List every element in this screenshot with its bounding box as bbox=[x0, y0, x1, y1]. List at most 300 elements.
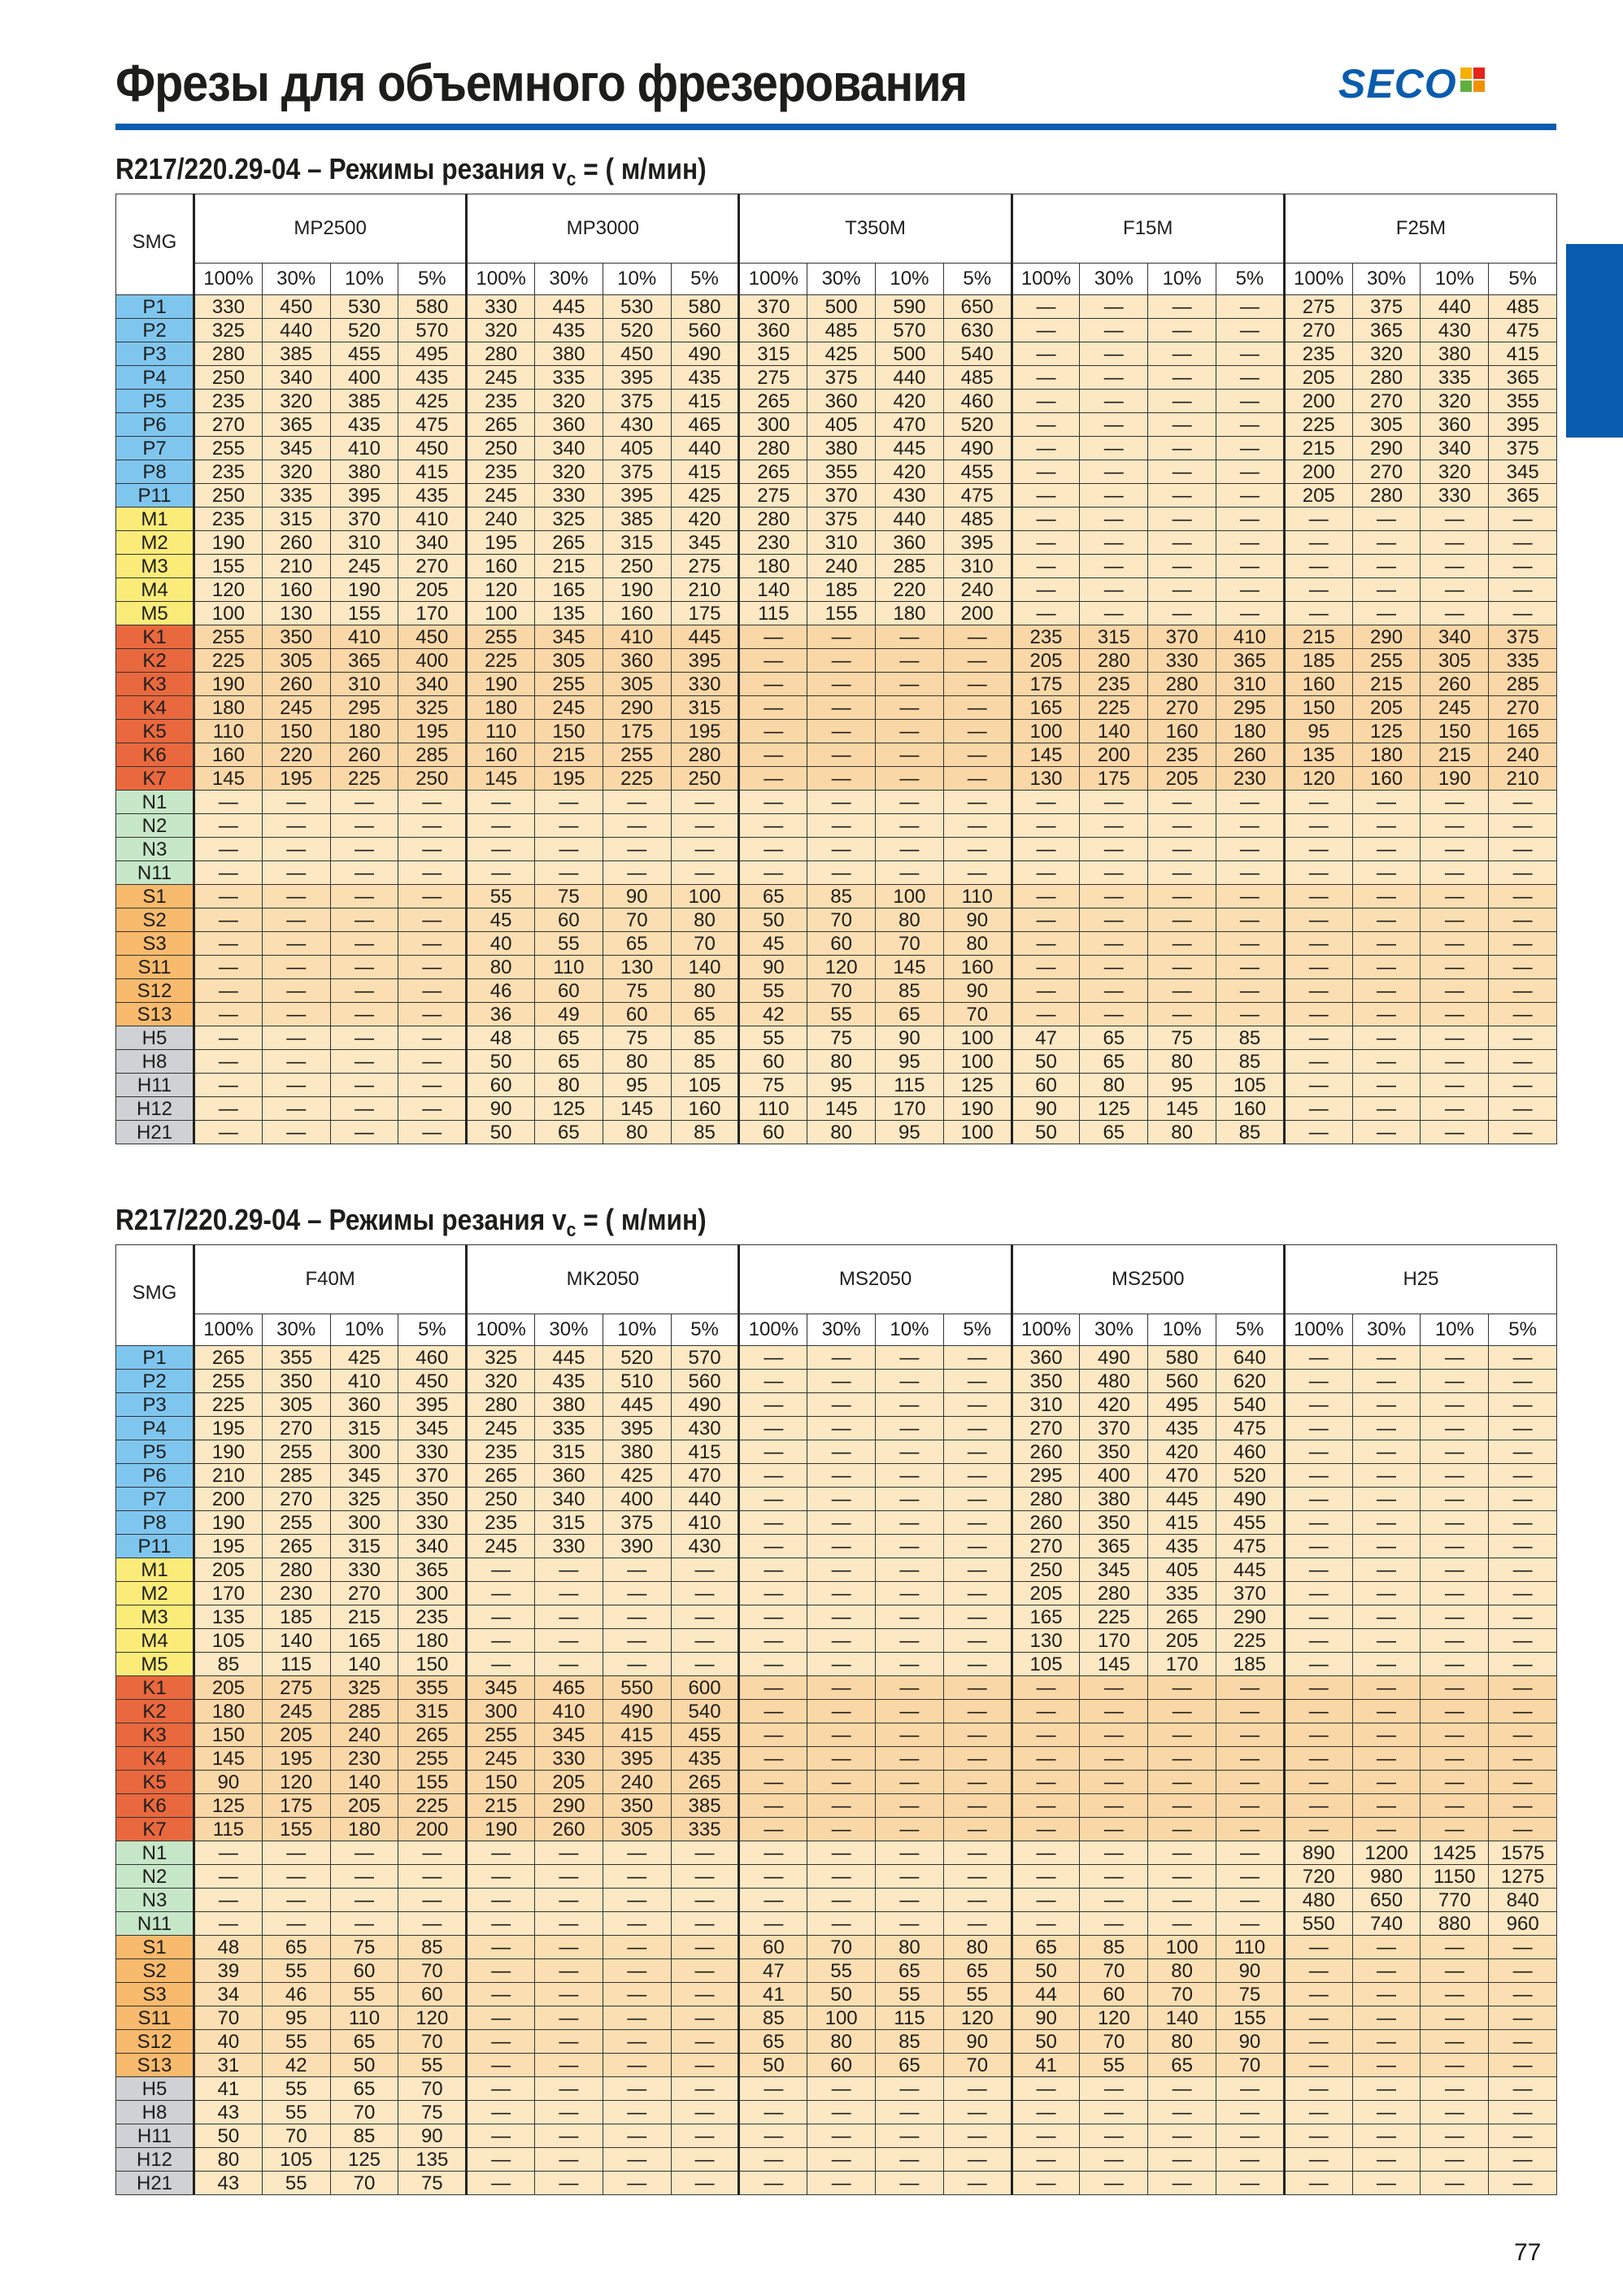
value-cell: — bbox=[1080, 531, 1148, 555]
value-cell: 340 bbox=[398, 531, 467, 555]
value-cell: — bbox=[1284, 1440, 1352, 1464]
value-cell: — bbox=[535, 861, 603, 885]
value-cell: 235 bbox=[1148, 743, 1216, 767]
table-row bbox=[116, 437, 1557, 460]
value-cell: — bbox=[1352, 1511, 1421, 1535]
value-cell: 65 bbox=[876, 1003, 944, 1026]
value-cell: 255 bbox=[194, 1370, 263, 1393]
value-cell: — bbox=[1012, 885, 1080, 908]
value-cell: — bbox=[1489, 2101, 1557, 2124]
table-row bbox=[116, 1865, 1557, 1889]
value-cell: — bbox=[943, 2172, 1012, 2195]
value-cell: 115 bbox=[739, 602, 807, 625]
value-cell: — bbox=[739, 720, 807, 743]
value-cell: 420 bbox=[876, 390, 944, 413]
table-row bbox=[116, 390, 1557, 413]
value-cell: 510 bbox=[603, 1370, 671, 1393]
value-cell: — bbox=[1012, 1889, 1080, 1912]
value-cell: — bbox=[807, 1912, 876, 1936]
value-cell: 570 bbox=[671, 1346, 739, 1370]
value-cell: 265 bbox=[467, 413, 535, 437]
value-cell: — bbox=[876, 1393, 944, 1417]
value-cell: — bbox=[876, 1794, 944, 1818]
value-cell: 235 bbox=[467, 460, 535, 484]
value-cell: 345 bbox=[330, 1464, 398, 1488]
value-cell: — bbox=[671, 1841, 739, 1865]
value-cell: — bbox=[1216, 814, 1285, 838]
value-cell: 280 bbox=[1012, 1488, 1080, 1511]
value-cell: 60 bbox=[330, 1959, 398, 1983]
value-cell: — bbox=[398, 838, 467, 861]
value-cell: 455 bbox=[943, 460, 1012, 484]
value-cell: 300 bbox=[330, 1511, 398, 1535]
table-row bbox=[116, 319, 1557, 342]
value-cell: — bbox=[1352, 2006, 1421, 2030]
value-cell: — bbox=[1148, 2172, 1216, 2195]
table-row bbox=[116, 1629, 1557, 1653]
value-cell: — bbox=[1216, 1723, 1285, 1747]
table-row bbox=[116, 2054, 1557, 2077]
value-cell: — bbox=[739, 1794, 807, 1818]
value-cell: 415 bbox=[671, 390, 739, 413]
value-cell: — bbox=[1012, 1676, 1080, 1700]
value-cell: — bbox=[398, 1097, 467, 1121]
value-cell: 435 bbox=[1148, 1417, 1216, 1440]
value-cell: — bbox=[739, 696, 807, 720]
value-cell: 255 bbox=[1352, 649, 1421, 673]
value-cell: 160 bbox=[1352, 767, 1421, 791]
table-row bbox=[116, 1050, 1557, 1074]
value-cell: 225 bbox=[1080, 696, 1148, 720]
value-cell: 95 bbox=[876, 1050, 944, 1074]
value-cell: 530 bbox=[603, 295, 671, 319]
table-row bbox=[116, 1653, 1557, 1676]
value-cell: 70 bbox=[1148, 1983, 1216, 2006]
value-cell: — bbox=[739, 767, 807, 791]
value-cell: — bbox=[330, 1841, 398, 1865]
value-cell: 185 bbox=[807, 578, 876, 602]
value-cell: 43 bbox=[194, 2172, 263, 2195]
value-cell: — bbox=[1421, 1676, 1489, 1700]
value-cell: 250 bbox=[1012, 1558, 1080, 1582]
value-cell: 90 bbox=[739, 956, 807, 979]
value-cell: 200 bbox=[1284, 390, 1352, 413]
percent-header: 30% bbox=[535, 1314, 603, 1346]
value-cell: 245 bbox=[467, 484, 535, 508]
smg-cell: N3 bbox=[116, 838, 194, 861]
value-cell: 220 bbox=[262, 743, 330, 767]
value-cell: 290 bbox=[603, 696, 671, 720]
value-cell: — bbox=[1489, 932, 1557, 956]
value-cell: — bbox=[943, 1912, 1012, 1936]
value-cell: 230 bbox=[262, 1582, 330, 1605]
value-cell: — bbox=[739, 861, 807, 885]
value-cell: 280 bbox=[739, 508, 807, 531]
value-cell: — bbox=[1148, 932, 1216, 956]
value-cell: — bbox=[262, 908, 330, 932]
table-row bbox=[116, 2030, 1557, 2054]
value-cell: 220 bbox=[876, 578, 944, 602]
value-cell: 430 bbox=[876, 484, 944, 508]
value-cell: 485 bbox=[943, 366, 1012, 390]
value-cell: — bbox=[807, 791, 876, 814]
value-cell: 160 bbox=[671, 1097, 739, 1121]
value-cell: 330 bbox=[194, 295, 263, 319]
value-cell: — bbox=[1012, 791, 1080, 814]
value-cell: — bbox=[1284, 1511, 1352, 1535]
value-cell: — bbox=[603, 2077, 671, 2101]
value-cell: — bbox=[1284, 2148, 1352, 2172]
value-cell: 40 bbox=[467, 932, 535, 956]
percent-header: 30% bbox=[262, 264, 330, 295]
value-cell: 305 bbox=[1421, 649, 1489, 673]
value-cell: — bbox=[330, 932, 398, 956]
value-cell: — bbox=[1284, 1488, 1352, 1511]
grade-header: F25M bbox=[1284, 194, 1556, 264]
value-cell: — bbox=[467, 814, 535, 838]
value-cell: 80 bbox=[1148, 1121, 1216, 1144]
value-cell: — bbox=[603, 1936, 671, 1959]
smg-cell: H5 bbox=[116, 1026, 194, 1050]
value-cell: — bbox=[1421, 2006, 1489, 2030]
value-cell: 180 bbox=[1216, 720, 1285, 743]
value-cell: — bbox=[807, 1417, 876, 1440]
value-cell: — bbox=[1352, 1121, 1421, 1144]
value-cell: 335 bbox=[1421, 366, 1489, 390]
value-cell: — bbox=[807, 1488, 876, 1511]
value-cell: 180 bbox=[194, 1700, 263, 1723]
value-cell: 195 bbox=[262, 767, 330, 791]
value-cell: 380 bbox=[535, 342, 603, 366]
smg-cell: P4 bbox=[116, 366, 194, 390]
value-cell: 435 bbox=[671, 1747, 739, 1771]
value-cell: — bbox=[467, 2172, 535, 2195]
table-row bbox=[116, 1747, 1557, 1771]
value-cell: — bbox=[1012, 1747, 1080, 1771]
smg-cell: H8 bbox=[116, 2101, 194, 2124]
value-cell: — bbox=[1284, 1074, 1352, 1097]
value-cell: — bbox=[1012, 484, 1080, 508]
value-cell: 90 bbox=[943, 908, 1012, 932]
value-cell: 50 bbox=[739, 908, 807, 932]
value-cell: — bbox=[1489, 1771, 1557, 1794]
value-cell: — bbox=[1352, 1629, 1421, 1653]
value-cell: 270 bbox=[1352, 390, 1421, 413]
value-cell: 120 bbox=[1080, 2006, 1148, 2030]
value-cell: 490 bbox=[671, 1393, 739, 1417]
grade-header: MS2050 bbox=[739, 1245, 1012, 1314]
value-cell: 130 bbox=[1012, 767, 1080, 791]
value-cell: 360 bbox=[739, 319, 807, 342]
value-cell: — bbox=[262, 1050, 330, 1074]
value-cell: — bbox=[194, 838, 263, 861]
value-cell: — bbox=[1148, 578, 1216, 602]
value-cell: — bbox=[1352, 1723, 1421, 1747]
value-cell: — bbox=[1352, 1003, 1421, 1026]
value-cell: 155 bbox=[262, 1818, 330, 1841]
value-cell: 270 bbox=[1012, 1535, 1080, 1558]
value-cell: — bbox=[876, 696, 944, 720]
percent-header: 30% bbox=[262, 1314, 330, 1346]
smg-cell: K7 bbox=[116, 1818, 194, 1841]
value-cell: — bbox=[671, 791, 739, 814]
value-cell: — bbox=[876, 1370, 944, 1393]
value-cell: 260 bbox=[535, 1818, 603, 1841]
value-cell: — bbox=[330, 1889, 398, 1912]
value-cell: — bbox=[398, 956, 467, 979]
table-row bbox=[116, 1003, 1557, 1026]
value-cell: — bbox=[1216, 342, 1285, 366]
value-cell: 105 bbox=[262, 2148, 330, 2172]
table-row bbox=[116, 2101, 1557, 2124]
value-cell: — bbox=[1489, 1026, 1557, 1050]
smg-cell: N1 bbox=[116, 791, 194, 814]
value-cell: — bbox=[194, 791, 263, 814]
value-cell: — bbox=[807, 1771, 876, 1794]
value-cell: — bbox=[262, 1865, 330, 1889]
value-cell: 225 bbox=[603, 767, 671, 791]
value-cell: — bbox=[535, 1841, 603, 1865]
value-cell: 240 bbox=[943, 578, 1012, 602]
table-2-title-unit: = ( м/мин) bbox=[576, 1203, 707, 1236]
value-cell: 235 bbox=[1012, 625, 1080, 649]
value-cell: — bbox=[1284, 1653, 1352, 1676]
value-cell: 270 bbox=[1284, 319, 1352, 342]
smg-cell: K2 bbox=[116, 649, 194, 673]
value-cell: 200 bbox=[398, 1818, 467, 1841]
value-cell: — bbox=[194, 1097, 263, 1121]
smg-cell: P11 bbox=[116, 484, 194, 508]
value-cell: 495 bbox=[1148, 1393, 1216, 1417]
value-cell: 75 bbox=[398, 2172, 467, 2195]
value-cell: — bbox=[1421, 1983, 1489, 2006]
value-cell: — bbox=[807, 625, 876, 649]
value-cell: — bbox=[807, 838, 876, 861]
value-cell: — bbox=[1148, 1700, 1216, 1723]
value-cell: 430 bbox=[1421, 319, 1489, 342]
value-cell: 370 bbox=[398, 1464, 467, 1488]
value-cell: — bbox=[671, 2077, 739, 2101]
value-cell: — bbox=[1421, 1959, 1489, 1983]
value-cell: 485 bbox=[807, 319, 876, 342]
value-cell: — bbox=[943, 1841, 1012, 1865]
value-cell: — bbox=[1421, 1097, 1489, 1121]
percent-header: 30% bbox=[1080, 1314, 1148, 1346]
value-cell: 485 bbox=[1489, 295, 1557, 319]
value-cell: — bbox=[671, 861, 739, 885]
value-cell: — bbox=[1284, 2030, 1352, 2054]
value-cell: — bbox=[1489, 1393, 1557, 1417]
smg-cell: H5 bbox=[116, 2077, 194, 2101]
value-cell: — bbox=[1352, 1676, 1421, 1700]
smg-cell: S3 bbox=[116, 932, 194, 956]
value-cell: 175 bbox=[603, 720, 671, 743]
percent-header: 30% bbox=[807, 1314, 876, 1346]
value-cell: — bbox=[1284, 1676, 1352, 1700]
value-cell: — bbox=[1148, 1723, 1216, 1747]
value-cell: 270 bbox=[330, 1582, 398, 1605]
table-row bbox=[116, 366, 1557, 390]
value-cell: 41 bbox=[194, 2077, 263, 2101]
value-cell: — bbox=[1352, 2172, 1421, 2195]
smg-cell: S1 bbox=[116, 1936, 194, 1959]
value-cell: 405 bbox=[807, 413, 876, 437]
value-cell: — bbox=[807, 743, 876, 767]
value-cell: 75 bbox=[535, 885, 603, 908]
grade-header-row bbox=[116, 194, 1557, 264]
table-row bbox=[116, 2148, 1557, 2172]
value-cell: 360 bbox=[330, 1393, 398, 1417]
value-cell: — bbox=[876, 743, 944, 767]
smg-cell: S11 bbox=[116, 956, 194, 979]
value-cell: 120 bbox=[398, 2006, 467, 2030]
value-cell: — bbox=[398, 1050, 467, 1074]
value-cell: 330 bbox=[535, 484, 603, 508]
value-cell: — bbox=[1080, 1912, 1148, 1936]
value-cell: 335 bbox=[535, 366, 603, 390]
value-cell: 80 bbox=[603, 1121, 671, 1144]
value-cell: 160 bbox=[1216, 1097, 1285, 1121]
value-cell: — bbox=[1080, 460, 1148, 484]
value-cell: 175 bbox=[1012, 673, 1080, 696]
value-cell: 285 bbox=[330, 1700, 398, 1723]
value-cell: — bbox=[1284, 1121, 1352, 1144]
value-cell: — bbox=[1284, 1370, 1352, 1393]
value-cell: — bbox=[1080, 2101, 1148, 2124]
percent-header: 100% bbox=[194, 1314, 263, 1346]
value-cell: 445 bbox=[603, 1393, 671, 1417]
value-cell: — bbox=[1216, 1841, 1285, 1865]
value-cell: — bbox=[1489, 1959, 1557, 1983]
value-cell: 1275 bbox=[1489, 1865, 1557, 1889]
value-cell: — bbox=[194, 1003, 263, 1026]
value-cell: 135 bbox=[1284, 743, 1352, 767]
value-cell: — bbox=[1489, 1370, 1557, 1393]
value-cell: 410 bbox=[330, 1370, 398, 1393]
value-cell: 160 bbox=[943, 956, 1012, 979]
value-cell: 150 bbox=[1421, 720, 1489, 743]
smg-cell: P7 bbox=[116, 1488, 194, 1511]
value-cell: 435 bbox=[1148, 1535, 1216, 1558]
value-cell: 210 bbox=[262, 555, 330, 578]
smg-cell: P3 bbox=[116, 342, 194, 366]
value-cell: 255 bbox=[262, 1440, 330, 1464]
value-cell: — bbox=[1216, 531, 1285, 555]
value-cell: — bbox=[603, 1605, 671, 1629]
value-cell: — bbox=[1148, 1676, 1216, 1700]
value-cell: 70 bbox=[1080, 2030, 1148, 2054]
value-cell: — bbox=[1421, 791, 1489, 814]
value-cell: 375 bbox=[1489, 625, 1557, 649]
value-cell: 140 bbox=[1148, 2006, 1216, 2030]
smg-cell: P1 bbox=[116, 1346, 194, 1370]
value-cell: 55 bbox=[262, 2077, 330, 2101]
value-cell: 395 bbox=[603, 1417, 671, 1440]
value-cell: — bbox=[1216, 295, 1285, 319]
value-cell: 280 bbox=[1148, 673, 1216, 696]
value-cell: — bbox=[1012, 2124, 1080, 2148]
value-cell: 315 bbox=[603, 531, 671, 555]
value-cell: 205 bbox=[1148, 1629, 1216, 1653]
value-cell: 265 bbox=[467, 1464, 535, 1488]
value-cell: 105 bbox=[1012, 1653, 1080, 1676]
value-cell: — bbox=[671, 1865, 739, 1889]
value-cell: — bbox=[671, 2172, 739, 2195]
value-cell: 255 bbox=[603, 743, 671, 767]
value-cell: — bbox=[1012, 531, 1080, 555]
table-row bbox=[116, 625, 1557, 649]
percent-header: 10% bbox=[1148, 1314, 1216, 1346]
value-cell: — bbox=[1489, 838, 1557, 861]
value-cell: 80 bbox=[467, 956, 535, 979]
smg-cell: P7 bbox=[116, 437, 194, 460]
value-cell: 75 bbox=[739, 1074, 807, 1097]
value-cell: 145 bbox=[1148, 1097, 1216, 1121]
grade-header: H25 bbox=[1284, 1245, 1556, 1314]
value-cell: 400 bbox=[1080, 1464, 1148, 1488]
value-cell: — bbox=[1489, 2054, 1557, 2077]
value-cell: — bbox=[467, 2006, 535, 2030]
value-cell: 48 bbox=[467, 1026, 535, 1050]
value-cell: 420 bbox=[876, 460, 944, 484]
value-cell: 275 bbox=[739, 484, 807, 508]
value-cell: 880 bbox=[1421, 1912, 1489, 1936]
smg-cell: P5 bbox=[116, 390, 194, 413]
value-cell: — bbox=[739, 743, 807, 767]
value-cell: 125 bbox=[535, 1097, 603, 1121]
value-cell: 190 bbox=[194, 1440, 263, 1464]
smg-header: SMG bbox=[116, 1245, 194, 1346]
value-cell: — bbox=[739, 1653, 807, 1676]
table-row bbox=[116, 696, 1557, 720]
value-cell: 65 bbox=[876, 2054, 944, 2077]
value-cell: 190 bbox=[194, 531, 263, 555]
value-cell: — bbox=[1284, 2124, 1352, 2148]
value-cell: — bbox=[739, 1629, 807, 1653]
value-cell: 190 bbox=[1421, 767, 1489, 791]
table-row bbox=[116, 649, 1557, 673]
value-cell: 205 bbox=[194, 1558, 263, 1582]
value-cell: — bbox=[535, 814, 603, 838]
value-cell: 155 bbox=[807, 602, 876, 625]
value-cell: 110 bbox=[194, 720, 263, 743]
value-cell: — bbox=[398, 932, 467, 956]
percent-header: 10% bbox=[330, 1314, 398, 1346]
value-cell: — bbox=[1148, 1912, 1216, 1936]
value-cell: 190 bbox=[467, 673, 535, 696]
value-cell: 140 bbox=[1080, 720, 1148, 743]
value-cell: — bbox=[1352, 932, 1421, 956]
value-cell: 175 bbox=[262, 1794, 330, 1818]
value-cell: — bbox=[603, 838, 671, 861]
smg-cell: N11 bbox=[116, 861, 194, 885]
value-cell: 31 bbox=[194, 2054, 263, 2077]
value-cell: — bbox=[943, 1747, 1012, 1771]
value-cell: 375 bbox=[603, 1511, 671, 1535]
percent-header: 5% bbox=[1489, 264, 1557, 295]
value-cell: — bbox=[1284, 1582, 1352, 1605]
value-cell: — bbox=[943, 1558, 1012, 1582]
value-cell: — bbox=[1012, 319, 1080, 342]
value-cell: 135 bbox=[535, 602, 603, 625]
chapter-side-tab bbox=[1566, 244, 1623, 438]
value-cell: — bbox=[739, 1440, 807, 1464]
value-cell: 340 bbox=[262, 366, 330, 390]
smg-cell: H12 bbox=[116, 1097, 194, 1121]
value-cell: 500 bbox=[876, 342, 944, 366]
value-cell: — bbox=[398, 1865, 467, 1889]
value-cell: 265 bbox=[535, 531, 603, 555]
